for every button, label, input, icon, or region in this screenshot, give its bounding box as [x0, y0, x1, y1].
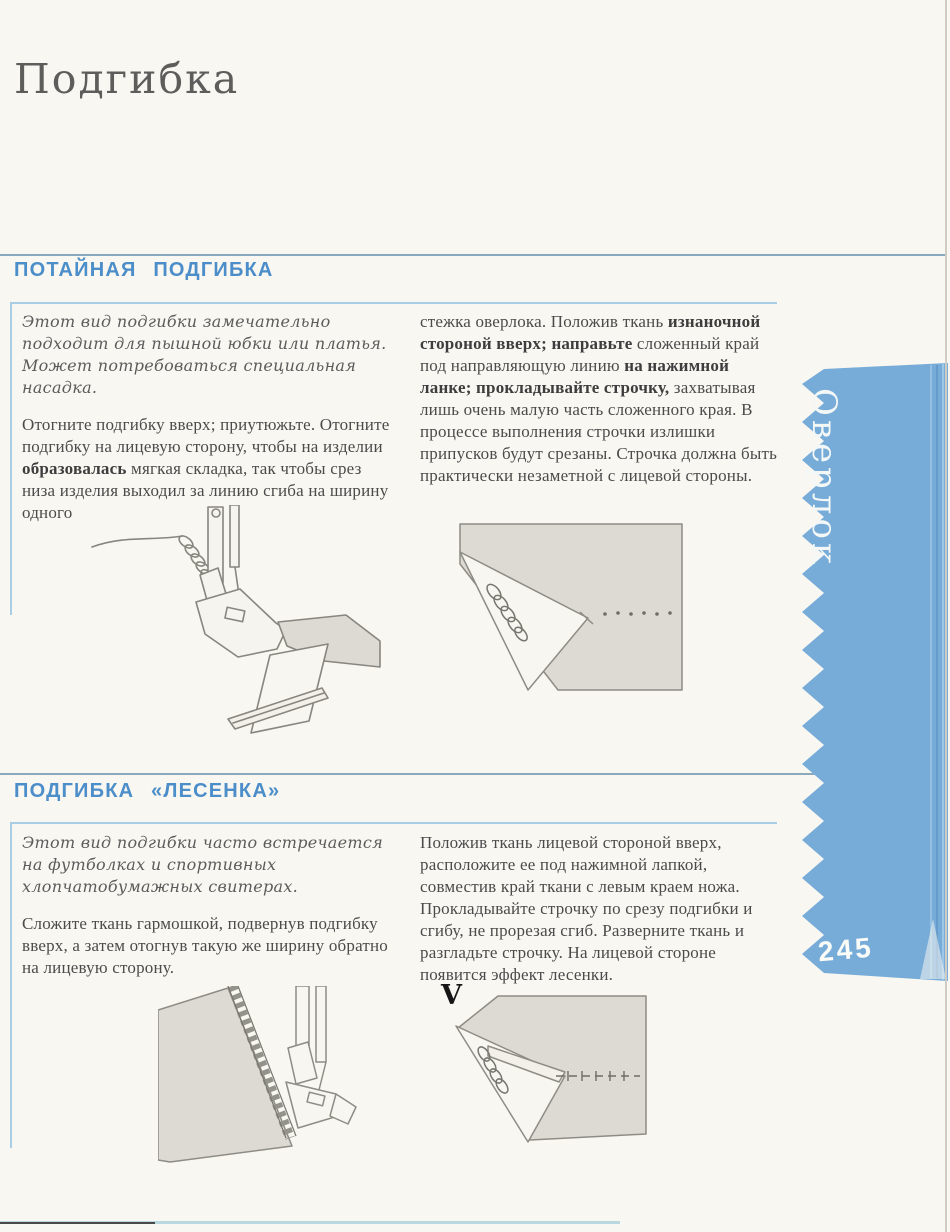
- side-tab-label: Оверлок: [804, 388, 844, 569]
- textbox-border-top: [10, 302, 777, 304]
- page-number: 245: [816, 931, 875, 968]
- annotation-v-mark: V: [441, 980, 462, 1011]
- section2-intro: Этот вид подгибки часто встречается на футболках и спортивных хлопчатобумажных свитерах.: [22, 833, 384, 896]
- section2-right-column: [420, 832, 786, 986]
- section1-intro: Этот вид подгибки замечательно подходит для пышной юбки или платья. Может потребоваться специальная насадка.: [22, 312, 387, 397]
- section1-left-paragraph: Отогните подгибку вверх; приутюжьте. Отогните подгибку на лицевую сторону, чтобы на изделии образовалась мягкая складка, так чтобы срез низа изделия выходил за линию сгиба на ширину одного: [22, 415, 390, 522]
- section-heading-ladder-hem: ПОДГИБКА «ЛЕСЕНКА»: [14, 780, 281, 802]
- section-divider-rule: [0, 254, 945, 256]
- section-heading-blind-hem: ПОТАЙНАЯ ПОДГИБКА: [14, 259, 274, 281]
- page-title: Подгибка: [14, 55, 240, 103]
- section1-right-paragraph: стежка оверлока. Положив ткань изнаночной стороной вверх; направьте сложенный край под направляющую линию на нажимной ланке; прокладывайте строчку, захватывая лишь очень малую часть сложенного края. В процессе выполнения строчки излишки припусков будут срезаны. Строчка должна быть практически незаметной с лицевой стороны.: [420, 312, 778, 485]
- section1-right-column: [420, 311, 782, 487]
- bottom-rule-dark: [0, 1222, 155, 1224]
- section2-left-column: [22, 832, 390, 979]
- section2-left-paragraph: Сложите ткань гармошкой, подвернув подгибку вверх, а затем отогнув такую же ширину обратно на лицевую сторону.: [22, 914, 389, 977]
- illustration-blind-hem-fold-wrong-side: [430, 512, 695, 697]
- textbox2-border-top: [10, 822, 777, 824]
- illustration-ladder-hem-fold-right-side: [428, 984, 658, 1152]
- textbox-border-left: [10, 302, 12, 615]
- textbox2-border-left: [10, 822, 12, 1148]
- page-edge-line: [945, 0, 947, 1232]
- section2-right-paragraph: Положив ткань лицевой стороной вверх, расположите ее под нажимной лапкой, совместив край ткани с левым краем ножа. Прокладывайте строчку по срезу подгибки и сгибу, не прорезая сгиб. Разверните ткань и разгладьте строчку. На лицевой стороне появится эффект лесенки.: [420, 833, 753, 984]
- illustration-blind-hem-presser-foot: [88, 505, 383, 740]
- section1-left-column: [22, 311, 390, 524]
- illustration-ladder-hem-accordion-fold-foot: [158, 986, 423, 1164]
